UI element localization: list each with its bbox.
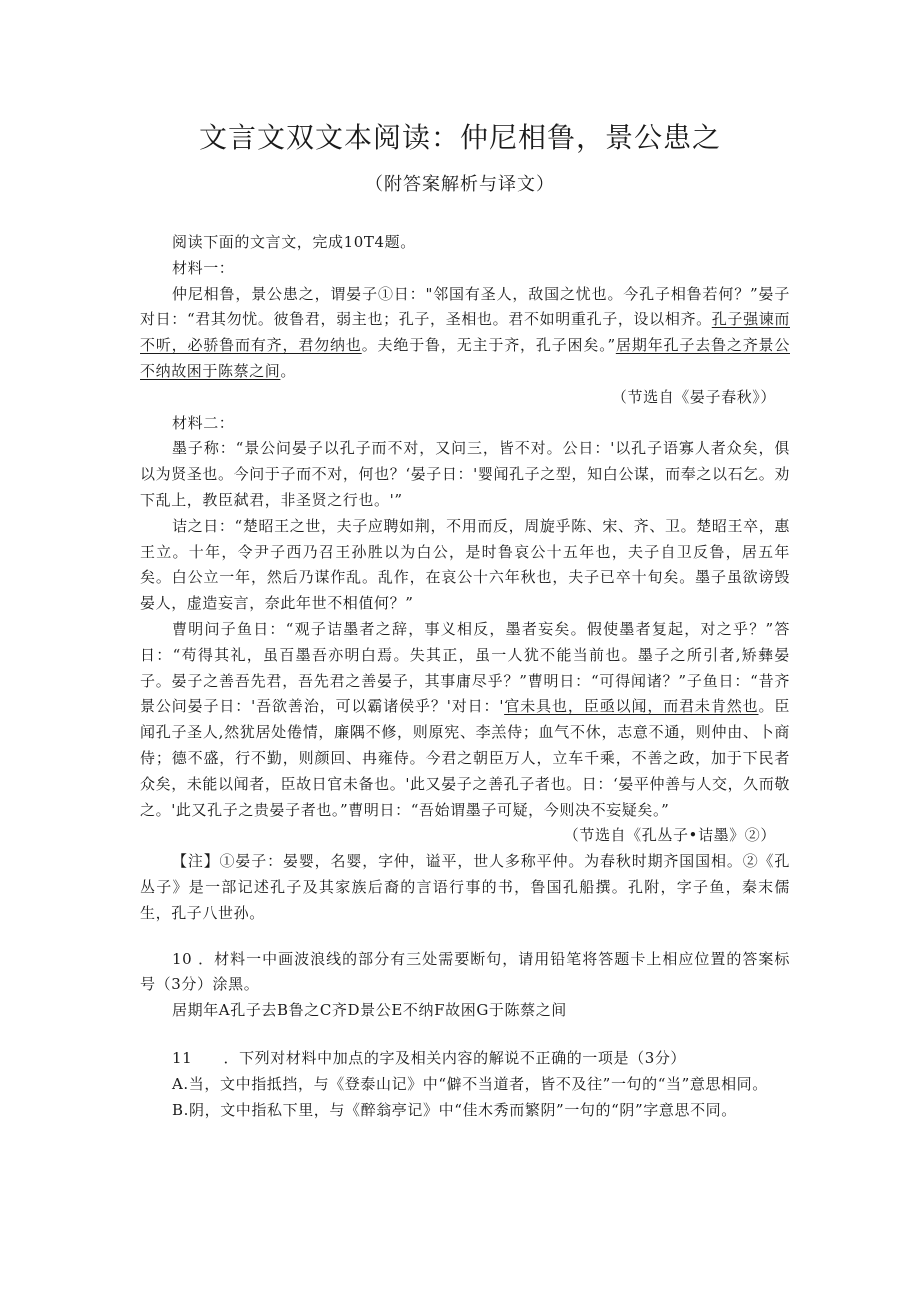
material2-source: （节选自《孔丛子•诘墨》②） <box>563 826 776 845</box>
question-11-option-a: A.当，文中指抵挡，与《登泰山记》中“僻不当道者，皆不及往”一句的“当”意思相同。 <box>172 1074 768 1093</box>
page-title: 文言文双文本阅读：仲尼相鲁，景公患之 <box>198 121 721 154</box>
material1-text-c: 。 <box>280 361 297 380</box>
spacer <box>140 1024 790 1046</box>
material1-source: （节选自《晏子春秋》） <box>611 387 776 406</box>
material1-text <box>140 282 790 385</box>
material2-para3-b: 。臣闻孔子圣人,然犹居处倦情，廉隅不修，则原宪、李羔侍；血气不休，志意不通，则仲由、卜商侍；德不盛，行不勤，则颜回、冉雍侍。今君之朝臣万人，立车千乘，不善之政，加于下民者众矣，未能以闻者，臣故日官未备也。'此又晏子之善孔子者也。日：‘晏平仲善与人交，久而敬之。'此又孔子之贵晏子者也。”曹明日：“吾始谓墨子可疑，今则决不妄疑矣。” <box>140 697 790 819</box>
material2-underlined: 官未具也，臣亟以闻，而君未肯然也 <box>504 697 759 716</box>
material1-wavy-line-text: 居期年孔子去鲁之齐景公不纳故困于陈蔡之间 <box>140 336 790 380</box>
spacer <box>140 927 790 947</box>
page-subtitle: （附答案解析与译文） <box>365 174 555 195</box>
material2-label: 材料二： <box>172 413 235 432</box>
document-body <box>140 230 790 1123</box>
material2-para2: 诘之日：“楚昭王之世，夫子应聘如荆，不用而反，周旋乎陈、宋、齐、卫。楚昭王卒，惠王立。十年，令尹子西乃召王孙胜以为白公，是时鲁哀公十五年也，夫子自卫反鲁，居五年矣。白公立一年，然后乃谋作乱。乱作，在哀公十六年秋也，夫子已卒十旬矣。墨子虽欲谤毁晏人，虚造妄言，奈此年世不相值何？” <box>140 516 790 613</box>
intro-text: 阅读下面的文言文，完成10T4题。 <box>172 233 416 251</box>
material1-label: 材料一： <box>172 258 235 277</box>
question-10: 10 ．材料一中画波浪线的部分有三处需要断句，请用铅笔将答题卡上相应位置的答案标号（3分）涂黑。 <box>140 949 790 994</box>
question-11: 11 ．下列对材料中加点的字及相关内容的解说不正确的一项是（3分） <box>172 1048 687 1067</box>
question-11-option-b: B.阴，文中指私下里，与《醉翁亭记》中“佳木秀而繁阴”一句的“阴”字意思不同。 <box>172 1100 737 1119</box>
material1-text-b: 。夫绝于鲁，无主于齐，孔子困矣。” <box>361 336 616 355</box>
material1-underlined-1: 孔子强谏而不听，必骄鲁而有齐，君勿纳也 <box>140 310 790 355</box>
material2-para1: 墨子称：“景公问晏子以孔子而不对，又问三，皆不对。公日：'以孔子语寡人者众矣，俱以为贤圣也。今问于子而不对，何也？‘晏子日：'婴闻孔子之型，知白公谋，而奉之以石乞。劝下乱上，教臣弑君，非圣贤之行也。'” <box>140 439 790 509</box>
material2-para3-a: 曹明问子鱼日：“观子诘墨者之辞，事义相反，墨者妄矣。假使墨者复起，对之乎？”答日：“苟得其礼，虽百墨吾亦明白焉。失其正，虽一人犹不能当前也。墨子之所引者,矫彝晏子。晏子之善吾先君，吾先君之善晏子，其事庸尽乎？”曹明日：“可得闻诸？”子鱼日：“昔齐景公问晏子日：'吾欲善治，可以霸诸侯乎？'对日：' <box>140 619 790 716</box>
material2-para3 <box>140 617 790 823</box>
question-10-options: 居期年A孔子去B鲁之C齐D景公E不纳F故困G于陈蔡之间 <box>172 1001 567 1020</box>
material1-text-a: 仲尼相鲁，景公患之，谓晏子①日："邻国有圣人，敌国之忧也。今孔子相鲁若何？”晏子对日：“君其勿忧。彼鲁君，弱主也；孔子，圣相也。君不如明重孔子，设以相齐。 <box>140 284 790 329</box>
annotation-note: 【注】①晏子：晏婴，名婴，字仲，谥平，世人多称平仲。为春秋时期齐国国相。②《孔丛子》是一部记述孔子及其家族后裔的言语行事的书，鲁国孔船撰。孔附，字子鱼，秦末儒生，孔子八世孙。 <box>140 852 790 922</box>
